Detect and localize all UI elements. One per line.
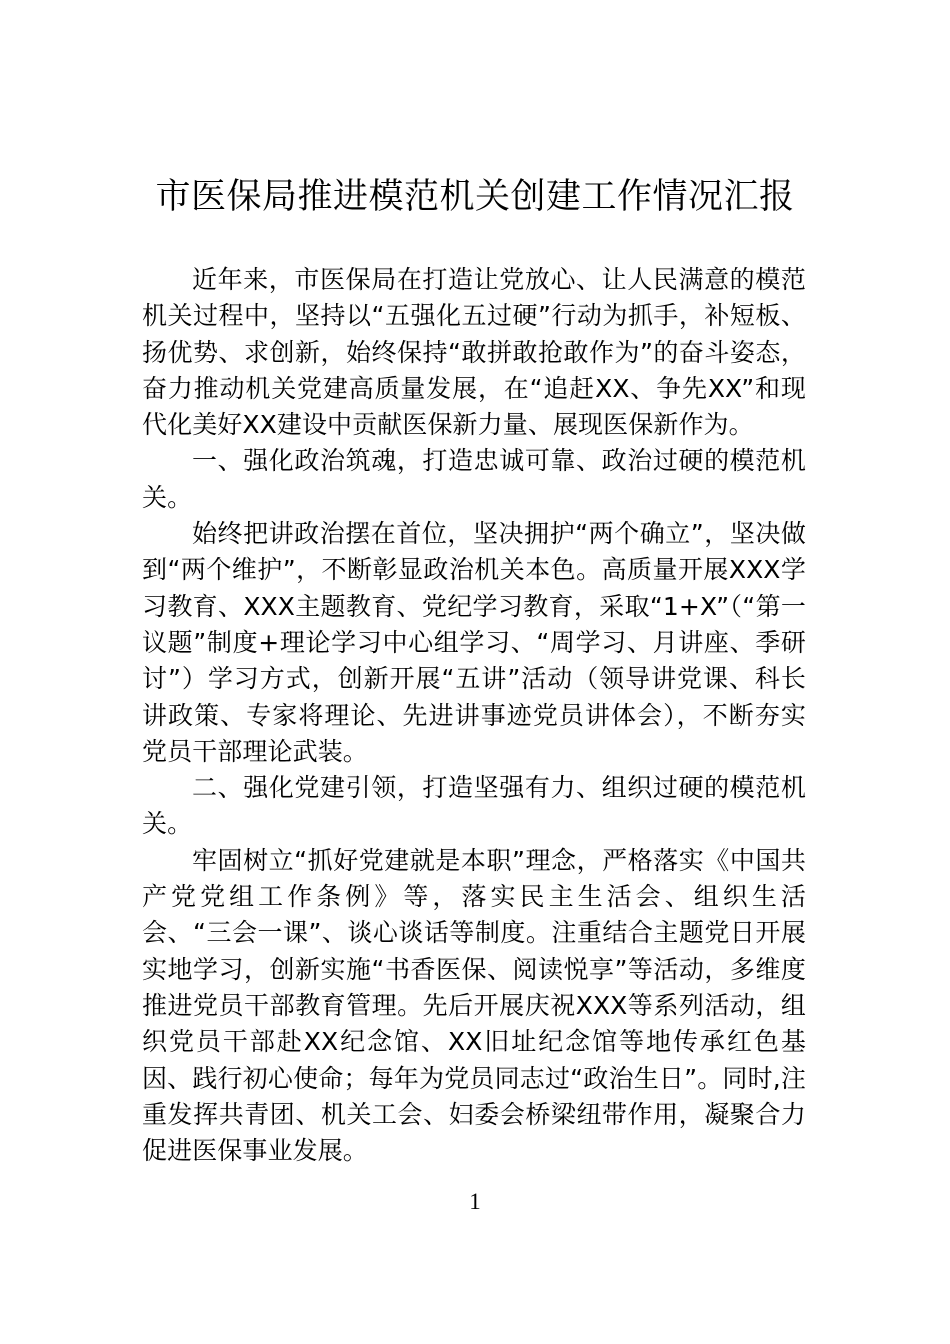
- section-heading-2: 二、强化党建引领，打造坚强有力、组织过硬的模范机关。: [142, 773, 806, 839]
- page-number: 1: [469, 1189, 481, 1214]
- paragraph-intro: 近年来，市医保局在打造让党放心、让人民满意的模范机关过程中，坚持以“五强化五过硬”行动为抓手，补短板、扬优势、求创新，始终保持“敢拼敢抢敢作为”的奋斗姿态，奋力推动机关党建高质量发展，在“追赶XX、争先XX”和现代化美好XX建设中贡献医保新力量、展现医保新作为。: [142, 265, 806, 440]
- document-title: 市医保局推进模范机关创建工作情况汇报: [155, 177, 795, 217]
- paragraph-section-1: 始终把讲政治摆在首位，坚决拥护“两个确立”，坚决做到“两个维护”，不断彰显政治机关本色。高质量开展XXX学习教育、XXX主题教育、党纪学习教育，采取“1+X”（“第一议题”制度+理论学习中心组学习、“周学习、月讲座、季研讨”）学习方式，创新开展“五讲”活动（领导讲党课、科长讲政策、专家将理论、先进讲事迹党员讲体会），不断夯实党员干部理论武装。: [142, 519, 806, 766]
- section-heading-1: 一、强化政治筑魂，打造忠诚可靠、政治过硬的模范机关。: [142, 446, 806, 512]
- document-body: [142, 262, 806, 1169]
- paragraph-section-2: 牢固树立“抓好党建就是本职”理念，严格落实《中国共产党党组工作条例》等，落实民主生活会、组织生活会、“三会一课”、谈心谈话等制度。注重结合主题党日开展实地学习，创新实施“书香医保、阅读悦享”等活动，多维度推进党员干部教育管理。先后开展庆祝XXX等系列活动，组织党员干部赴XX纪念馆、XX旧址纪念馆等地传承红色基因、践行初心使命；每年为党员同志过“政治生日”。同时,注重发挥共青团、机关工会、妇委会桥梁纽带作用，凝聚合力促进医保事业发展。: [142, 845, 806, 1166]
